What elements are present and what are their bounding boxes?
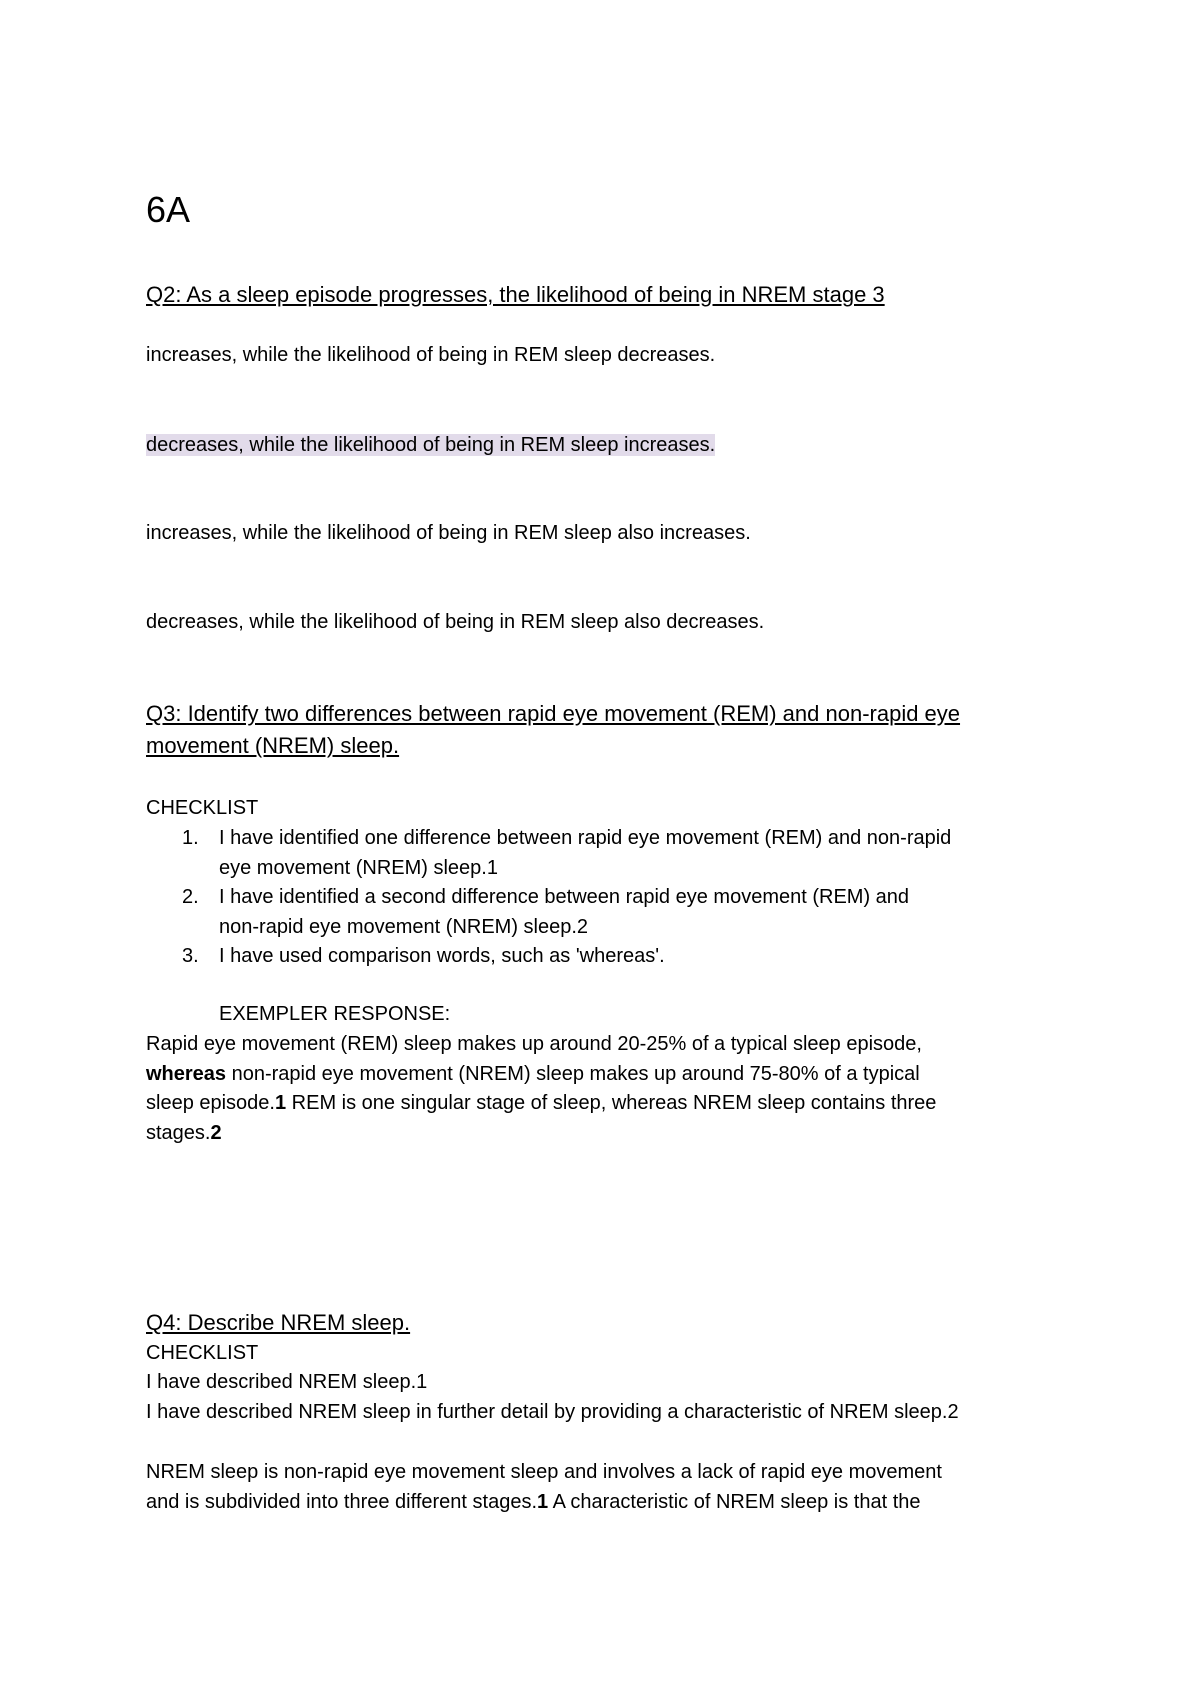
checklist-text-line1: I have identified one difference between rapid eye movement (REM) and non-rapid <box>219 827 952 849</box>
q2-option-2 <box>146 430 715 460</box>
q3-checklist-item <box>146 883 1066 942</box>
checklist-number: 1. <box>182 827 199 849</box>
q3-checklist-item <box>146 942 1066 972</box>
q2-question: Q2: As a sleep episode progresses, the likelihood of being in NREM stage 3 <box>146 282 885 307</box>
q3-exemplar-response <box>146 1030 1066 1148</box>
checklist-number: 3. <box>182 945 199 967</box>
q2-option-1: increases, while the likelihood of being in REM sleep decreases. <box>146 344 716 366</box>
q4-question: Q4: Describe NREM sleep. <box>146 1310 411 1335</box>
q2-option-3: increases, while the likelihood of being in REM sleep also increases. <box>146 522 751 544</box>
q3-question-line2: movement (NREM) sleep. <box>146 733 400 758</box>
q3-checklist-label: CHECKLIST <box>146 797 259 819</box>
q2-option-4: decreases, while the likelihood of being in REM sleep also decreases. <box>146 611 765 633</box>
q3-checklist <box>146 824 1066 972</box>
q4-answer <box>146 1458 1066 1517</box>
answer-text: A characteristic of NREM sleep is that the <box>548 1490 921 1513</box>
checklist-number: 2. <box>182 886 199 908</box>
exemplar-text: non-rapid eye movement (NREM) sleep makes up around 75-80% of a typical <box>226 1062 920 1085</box>
page-heading: 6A <box>146 189 191 230</box>
answer-marker-1: 1 <box>537 1490 549 1513</box>
exemplar-text: stages. <box>146 1121 211 1144</box>
checklist-text-line1: I have identified a second difference between rapid eye movement (REM) and <box>219 886 910 908</box>
exemplar-marker-2: 2 <box>210 1121 222 1144</box>
exemplar-text: REM is one singular stage of sleep, whereas NREM sleep contains three <box>286 1092 937 1114</box>
q3-exemplar-label: EXEMPLER RESPONSE: <box>219 1003 451 1025</box>
answer-text: NREM sleep is non-rapid eye movement sleep and involves a lack of rapid eye movement <box>146 1461 942 1483</box>
q2-option-2-highlight: decreases, while the likelihood of being in REM sleep increases. <box>146 434 716 456</box>
q3-question-line1: Q3: Identify two differences between rapid eye movement (REM) and non-rapid eye <box>146 701 961 726</box>
exemplar-text: Rapid eye movement (REM) sleep makes up around 20-25% of a typical sleep episode, <box>146 1033 922 1055</box>
exemplar-marker-1: 1 <box>274 1092 287 1114</box>
exemplar-text: sleep episode. <box>146 1092 275 1114</box>
answer-text: and is subdivided into three different stages. <box>146 1490 537 1513</box>
checklist-text-line2: non-rapid eye movement (NREM) sleep.2 <box>219 915 589 938</box>
exemplar-bold-whereas: whereas <box>146 1062 227 1085</box>
checklist-text-line2: eye movement (NREM) sleep.1 <box>219 856 498 879</box>
q4-checklist-label: CHECKLIST <box>146 1342 259 1364</box>
q4-checklist-item-2: I have described NREM sleep in further detail by providing a characteristic of NREM sleep.2 <box>146 1401 959 1423</box>
checklist-text-line1: I have used comparison words, such as 'whereas'. <box>219 945 665 967</box>
q3-checklist-item <box>146 824 1066 883</box>
q4-checklist-item-1: I have described NREM sleep.1 <box>146 1371 428 1393</box>
